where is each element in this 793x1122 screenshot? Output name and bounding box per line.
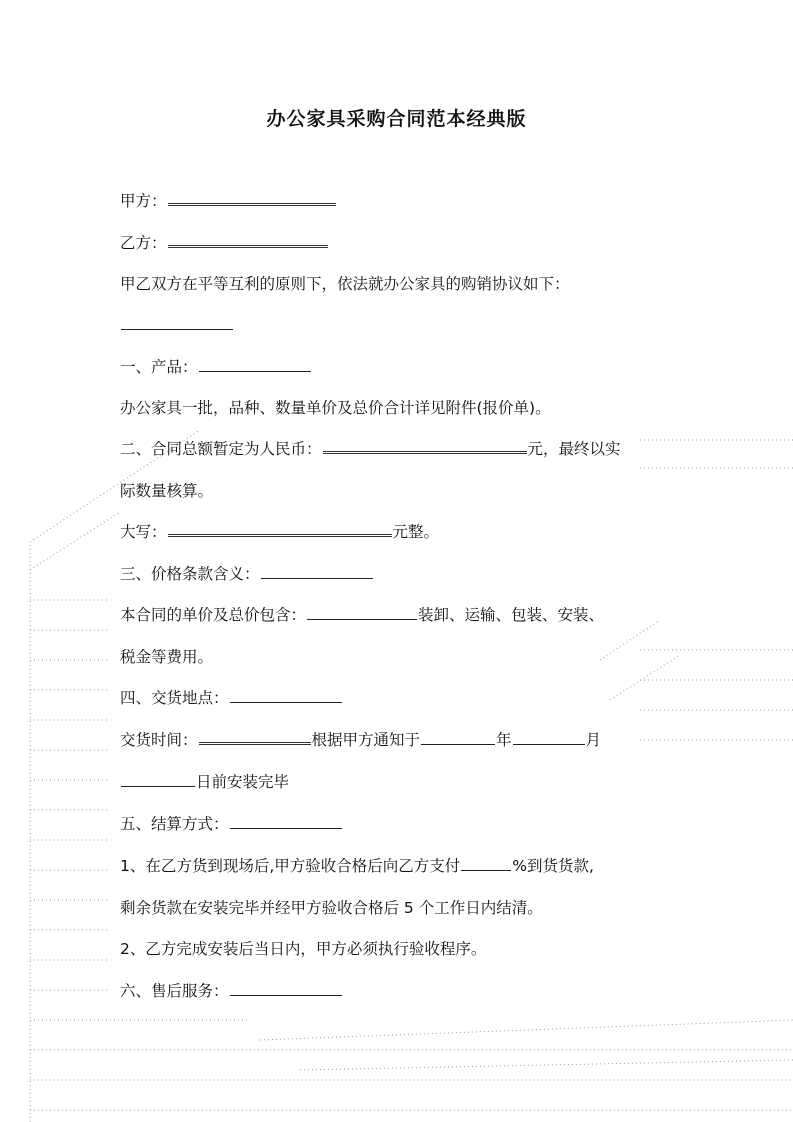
party-a-label: 甲方： xyxy=(120,192,167,210)
section-2-prefix: 二、合同总额暂定为人民币： xyxy=(120,440,322,458)
delivery-notify-text: 根据甲方通知于 xyxy=(311,731,421,749)
section-3-heading-line xyxy=(120,563,374,585)
settlement-item-1-line xyxy=(120,855,594,877)
intro-blank[interactable] xyxy=(121,315,233,330)
party-a-line xyxy=(120,190,337,212)
delivery-time-line xyxy=(120,729,601,751)
delivery-time-blank[interactable] xyxy=(199,729,311,745)
settlement-item-1-continuation: 剩余货款在安装完毕并经甲方验收合格后 5 个工作日内结清。 xyxy=(120,899,543,917)
settlement-item-1-suffix: %到货货款, xyxy=(512,857,594,875)
party-a-blank[interactable] xyxy=(168,190,336,206)
section-2-continuation: 际数量核算。 xyxy=(120,482,214,500)
price-terms-blank[interactable] xyxy=(261,564,373,579)
intro-blank-line xyxy=(120,314,234,336)
month-blank[interactable] xyxy=(513,730,585,745)
section-6-heading-line xyxy=(120,980,343,1002)
section-2-line xyxy=(120,438,621,460)
day-suffix: 日前安装完毕 xyxy=(196,773,290,791)
daxie-blank[interactable] xyxy=(168,521,392,537)
section-3-line xyxy=(120,604,604,626)
settlement-item-1-prefix: 1、在乙方货到现场后,甲方验收合格后向乙方支付 xyxy=(120,857,461,875)
total-amount-blank[interactable] xyxy=(323,438,527,454)
day-line xyxy=(120,771,289,793)
year-blank[interactable] xyxy=(421,730,495,745)
delivery-place-blank[interactable] xyxy=(230,688,342,703)
section-3-continuation: 税金等费用。 xyxy=(120,648,214,666)
price-includes-blank[interactable] xyxy=(307,605,417,620)
settlement-blank[interactable] xyxy=(230,814,342,829)
section-4-heading: 四、交货地点： xyxy=(120,689,229,707)
month-label: 月 xyxy=(585,731,602,749)
year-label: 年 xyxy=(496,731,512,749)
section-3-prefix: 本合同的单价及总价包含： xyxy=(120,606,307,624)
section-1-heading: 一、产品： xyxy=(120,358,198,376)
section-1-text: 办公家具一批，品种、数量单价及总价合计详见附件(报价单)。 xyxy=(120,399,551,417)
delivery-time-label: 交货时间： xyxy=(120,731,198,749)
section-2-suffix: 元，最终以实 xyxy=(527,440,621,458)
party-b-line xyxy=(120,232,329,254)
intro-text: 甲乙双方在平等互利的原则下，依法就办公家具的购销协议如下： xyxy=(120,275,570,293)
section-5-heading-line xyxy=(120,813,343,835)
section-5-heading: 五、结算方式： xyxy=(120,815,229,833)
section-4-heading-line xyxy=(120,687,343,709)
party-b-blank[interactable] xyxy=(168,232,328,248)
daxie-line xyxy=(120,521,439,543)
payment-percent-blank[interactable] xyxy=(461,856,511,871)
section-1-heading-line xyxy=(120,356,312,378)
settlement-item-2: 2、乙方完成安装后当日内，甲方必须执行验收程序。 xyxy=(120,940,487,958)
party-b-label: 乙方： xyxy=(120,234,167,252)
product-blank[interactable] xyxy=(199,357,311,372)
section-6-heading: 六、售后服务： xyxy=(120,982,229,1000)
daxie-label: 大写： xyxy=(120,523,167,541)
daxie-suffix: 元整。 xyxy=(392,523,440,541)
document-title: 办公家具采购合同范本经典版 xyxy=(266,108,527,130)
day-blank[interactable] xyxy=(121,772,195,787)
after-sales-blank[interactable] xyxy=(230,981,342,996)
section-3-suffix: 装卸、运输、包装、安装、 xyxy=(418,606,605,624)
section-3-heading: 三、价格条款含义： xyxy=(120,565,260,583)
